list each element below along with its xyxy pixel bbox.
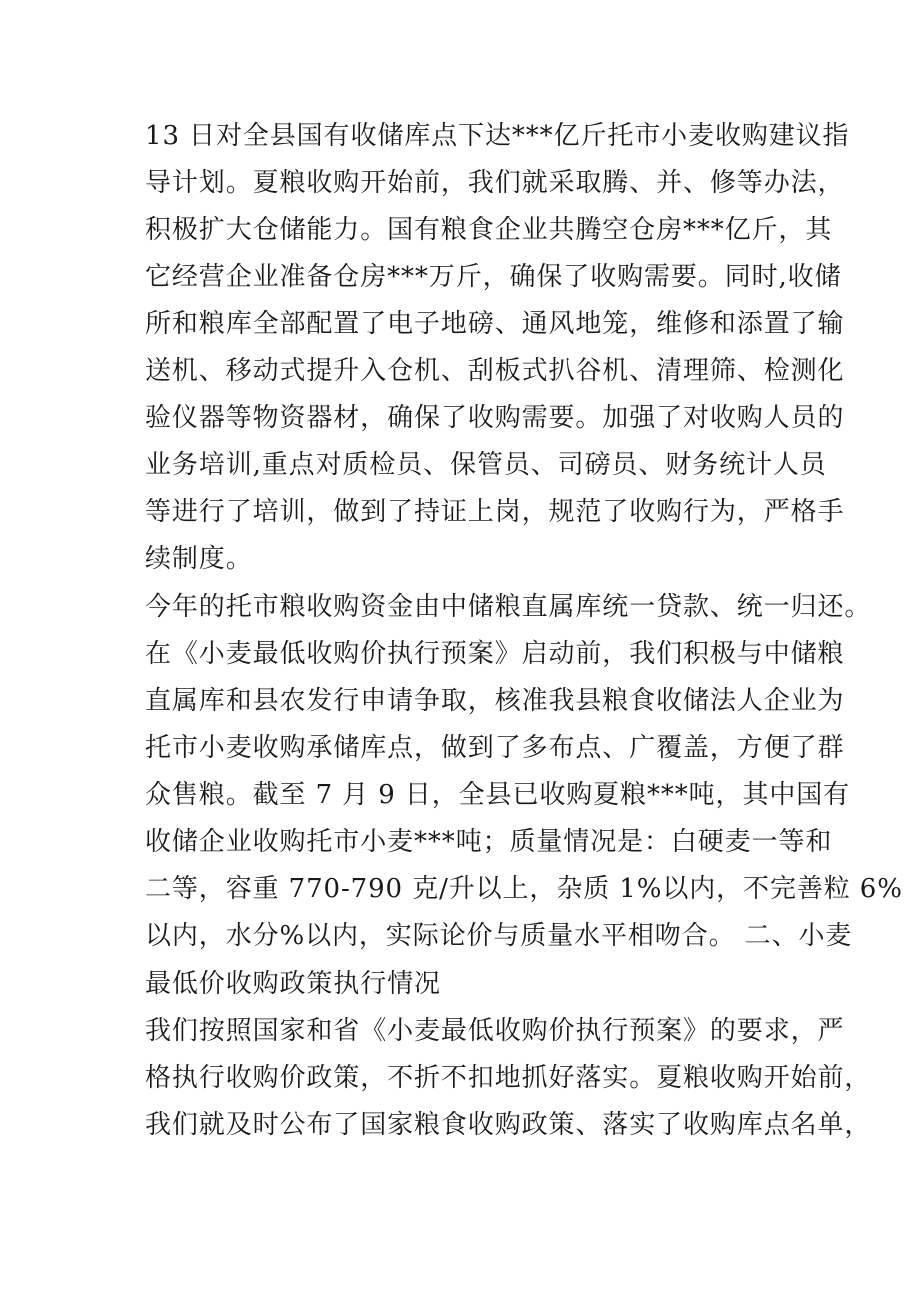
text-line: 我们按照国家和省《小麦最低收购价执行预案》的要求，严: [145, 1016, 845, 1046]
text-line: 验仪器等物资器材，确保了收购需要。加强了对收购人员的: [145, 403, 845, 433]
text-line: 托市小麦收购承储库点，做到了多布点、广覆盖，方便了群: [145, 733, 845, 763]
text-line: 送机、移动式提升入仓机、刮板式扒谷机、清理筛、检测化: [145, 356, 845, 386]
text-line: 众售粮。截至 7 月 9 日，全县已收购夏粮***吨，其中国有: [145, 780, 851, 810]
text-line: 今年的托市粮收购资金由中储粮直属库统一贷款、统一归还。: [145, 592, 872, 622]
text-line: 二等，容重 770-790 克/升以上，杂质 1%以内，不完善粒 6%: [145, 874, 903, 904]
text-line: 业务培训,重点对质检员、保管员、司磅员、财务统计人员: [145, 450, 827, 480]
text-line: 格执行收购价政策，不折不扣地抓好落实。夏粮收购开始前，: [145, 1063, 872, 1093]
text-line: 所和粮库全部配置了电子地磅、通风地笼，维修和添置了输: [145, 309, 845, 339]
text-line: 最低价收购政策执行情况: [145, 969, 441, 999]
text-line: 续制度。: [145, 544, 253, 574]
text-line: 在《小麦最低收购价执行预案》启动前，我们积极与中储粮: [145, 639, 845, 669]
text-line: 积极扩大仓储能力。国有粮食企业共腾空仓房***亿斤，其: [145, 215, 833, 245]
text-line: 它经营企业准备仓房***万斤，确保了收购需要。同时,收储: [145, 262, 842, 292]
text-line: 收储企业收购托市小麦***吨；质量情况是：白硬麦一等和: [145, 827, 833, 857]
text-line: 我们就及时公布了国家粮食收购政策、落实了收购库点名单，: [145, 1110, 872, 1140]
text-line: 导计划。夏粮收购开始前，我们就采取腾、并、修等办法，: [145, 168, 845, 198]
text-line: 13 日对全县国有收储库点下达***亿斤托市小麦收购建议指: [145, 121, 850, 151]
text-line: 直属库和县农发行申请争取，核准我县粮食收储法人企业为: [145, 686, 845, 716]
text-line: 等进行了培训，做到了持证上岗，规范了收购行为，严格手: [145, 497, 845, 527]
text-line: 以内，水分%以内，实际论价与质量水平相吻合。 二、小麦: [145, 921, 853, 951]
